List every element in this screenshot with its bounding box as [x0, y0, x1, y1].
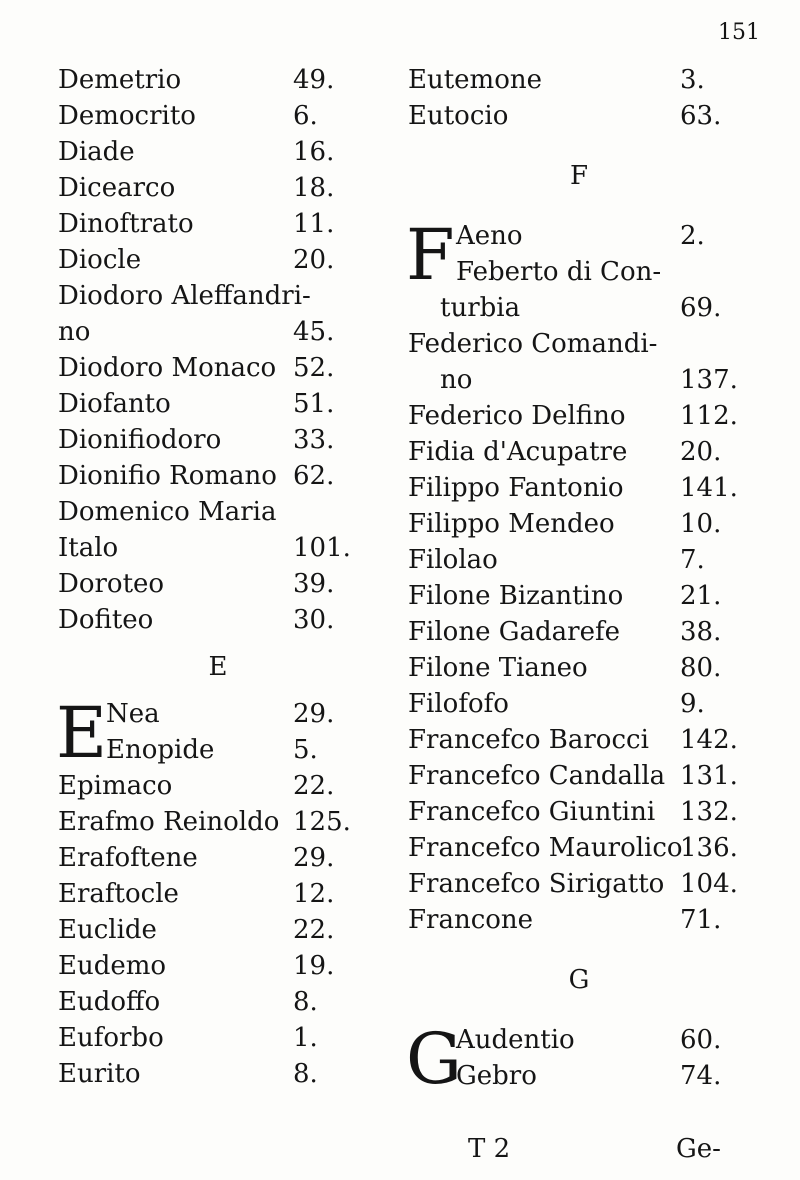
- index-entry: [58, 732, 378, 768]
- entry-name: Francone: [408, 905, 534, 935]
- entry-name: Diade: [58, 137, 135, 167]
- entry-page: 16.: [293, 137, 335, 167]
- entry-page: 22.: [293, 771, 335, 801]
- entry-page: 8.: [293, 987, 318, 1017]
- entry-page: 60.: [680, 1025, 722, 1055]
- entry-page: 30.: [293, 605, 335, 635]
- entry-page: 6.: [293, 101, 318, 131]
- entry-page: 9.: [680, 689, 705, 719]
- section-e-entries: [58, 768, 378, 1092]
- index-entry: [408, 506, 750, 542]
- index-entry: [408, 794, 750, 830]
- index-entry: [408, 1058, 750, 1094]
- index-entry: [58, 206, 378, 242]
- entry-page: 141.: [680, 473, 738, 503]
- entry-page: 38.: [680, 617, 722, 647]
- entry-name: Audentio: [456, 1025, 575, 1055]
- index-column-right: [406, 62, 750, 1100]
- entry-name: Francefco Giuntini: [408, 797, 656, 827]
- index-entry: [58, 876, 378, 912]
- index-entry: [408, 98, 750, 134]
- entry-name: Francefco Barocci: [408, 725, 649, 755]
- entry-page: 7.: [680, 545, 705, 575]
- entry-name: Filone Gadarefe: [408, 617, 620, 647]
- dropcap-block-f: [406, 214, 750, 296]
- entry-name: Federico Comandi-: [408, 329, 658, 359]
- drop-cap-f: F: [406, 214, 455, 296]
- entry-name: Filofofo: [408, 689, 509, 719]
- entry-page: 136.: [680, 833, 738, 863]
- index-entry: [408, 902, 750, 938]
- entry-page: 112.: [680, 401, 738, 431]
- entry-page: 20.: [680, 437, 722, 467]
- entry-page: 39.: [293, 569, 335, 599]
- entry-name: Italo: [58, 533, 119, 563]
- entry-name: Fidia d'Acupatre: [408, 437, 628, 467]
- entry-name: Erafmo Reinoldo: [58, 807, 280, 837]
- entry-name: no: [58, 317, 91, 347]
- entry-page: 52.: [293, 353, 335, 383]
- index-entry: [58, 566, 378, 602]
- entry-name: Democrito: [58, 101, 196, 131]
- index-entry: [408, 290, 750, 326]
- index-entry: [58, 422, 378, 458]
- index-entry: [58, 134, 378, 170]
- index-entry: [58, 1056, 378, 1092]
- index-entry: [58, 948, 378, 984]
- entry-name: Filolao: [408, 545, 498, 575]
- entry-page: 137.: [680, 365, 738, 395]
- entry-name: Eraftocle: [58, 879, 179, 909]
- index-entry: [58, 314, 378, 350]
- index-entry: [408, 830, 750, 866]
- index-entry: [58, 350, 378, 386]
- entry-page: 22.: [293, 915, 335, 945]
- index-entry: [58, 696, 378, 732]
- index-entry: [58, 98, 378, 134]
- entry-page: 63.: [680, 101, 722, 131]
- section-d-entries: [58, 62, 378, 638]
- entry-name: Diocle: [58, 245, 142, 275]
- entry-name: Diodoro Monaco: [58, 353, 277, 383]
- entry-name: Eutocio: [408, 101, 509, 131]
- entry-name: Nea: [106, 699, 160, 729]
- dropcap-block-e: [56, 692, 378, 774]
- entry-name: Demetrio: [58, 65, 182, 95]
- entry-page: 69.: [680, 293, 722, 323]
- entry-page: 33.: [293, 425, 335, 455]
- entry-name: Filone Tianeo: [408, 653, 588, 683]
- index-entry: [408, 578, 750, 614]
- entry-name: Filippo Fantonio: [408, 473, 624, 503]
- index-entry: [408, 614, 750, 650]
- entry-page: 29.: [293, 699, 335, 729]
- index-entry: [408, 362, 750, 398]
- entry-name: Domenico Maria: [58, 497, 277, 527]
- index-entry: [58, 170, 378, 206]
- index-entry: [58, 386, 378, 422]
- index-entry: [58, 458, 378, 494]
- catchword: Ge-: [676, 1134, 721, 1164]
- index-entry: [58, 984, 378, 1020]
- entry-page: 5.: [293, 735, 318, 765]
- index-entry: [58, 278, 378, 314]
- entry-name: Dofiteo: [58, 605, 154, 635]
- entry-name: Doroteo: [58, 569, 165, 599]
- entry-page: 131.: [680, 761, 738, 791]
- entry-name: Filippo Mendeo: [408, 509, 615, 539]
- entry-name: Dionifio Romano: [58, 461, 277, 491]
- entry-name: Diodoro Aleffandri-: [58, 281, 311, 311]
- entry-page: 29.: [293, 843, 335, 873]
- entry-name: Dinoftrato: [58, 209, 194, 239]
- index-entry: [408, 542, 750, 578]
- section-heading-f: F: [569, 161, 589, 191]
- index-entry: [408, 686, 750, 722]
- entry-name: Enopide: [106, 735, 215, 765]
- entry-name: Eutemone: [408, 65, 542, 95]
- index-entry: [58, 62, 378, 98]
- index-entry: [58, 840, 378, 876]
- entry-name: Francefco Candalla: [408, 761, 666, 791]
- entry-name: Euforbo: [58, 1023, 164, 1053]
- entry-page: 20.: [293, 245, 335, 275]
- entry-name: Dicearco: [58, 173, 176, 203]
- entry-page: 71.: [680, 905, 722, 935]
- entry-page: 49.: [293, 65, 335, 95]
- index-entry: [408, 722, 750, 758]
- entry-page: 18.: [293, 173, 335, 203]
- entry-name: Francefco Maurolico: [408, 833, 683, 863]
- printer-signature-mark: T 2: [468, 1134, 511, 1164]
- index-entry: [408, 1022, 750, 1058]
- entry-page: 125.: [293, 807, 351, 837]
- entry-page: 8.: [293, 1059, 318, 1089]
- section-f-entries: [408, 290, 750, 938]
- entry-page: 1.: [293, 1023, 318, 1053]
- index-entry: [408, 758, 750, 794]
- index-entry: [408, 866, 750, 902]
- entry-name: Eudemo: [58, 951, 167, 981]
- section-heading-g: G: [568, 965, 590, 995]
- dropcap-block-g: [406, 1018, 750, 1100]
- index-entry: [408, 254, 750, 290]
- index-entry: [58, 768, 378, 804]
- entry-name: Diofanto: [58, 389, 171, 419]
- entry-name: Filone Bizantino: [408, 581, 624, 611]
- section-heading-e: E: [208, 652, 228, 682]
- entry-page: 2.: [680, 221, 705, 251]
- index-entry: [408, 398, 750, 434]
- drop-cap-e: E: [56, 692, 108, 774]
- index-entry: [58, 494, 378, 530]
- entry-page: 12.: [293, 879, 335, 909]
- entry-name: Eurito: [58, 1059, 141, 1089]
- entry-page: 62.: [293, 461, 335, 491]
- entry-page: 11.: [293, 209, 335, 239]
- entry-page: 80.: [680, 653, 722, 683]
- index-entry: [58, 1020, 378, 1056]
- entry-page: 51.: [293, 389, 335, 419]
- index-entry: [58, 602, 378, 638]
- entry-name: Dionifiodoro: [58, 425, 222, 455]
- entry-name: Federico Delfino: [408, 401, 626, 431]
- entry-name: Euclide: [58, 915, 157, 945]
- entry-name: Gebro: [456, 1061, 537, 1091]
- entry-name: Epimaco: [58, 771, 173, 801]
- index-column-left: [58, 62, 378, 1092]
- entry-page: 74.: [680, 1061, 722, 1091]
- entry-name: Erafoftene: [58, 843, 198, 873]
- index-entry: [408, 218, 750, 254]
- index-entry: [408, 650, 750, 686]
- entry-page: 132.: [680, 797, 738, 827]
- entry-page: 10.: [680, 509, 722, 539]
- entry-page: 19.: [293, 951, 335, 981]
- index-entry: [408, 62, 750, 98]
- entry-page: 3.: [680, 65, 705, 95]
- index-entry: [408, 434, 750, 470]
- entry-name: Eudoffo: [58, 987, 161, 1017]
- page-number: 151: [718, 20, 760, 45]
- entry-page: 104.: [680, 869, 738, 899]
- entry-page: 45.: [293, 317, 335, 347]
- entry-name: turbia: [440, 293, 521, 323]
- entry-page: 101.: [293, 533, 351, 563]
- entry-name: Francefco Sirigatto: [408, 869, 665, 899]
- section-e-continued-entries: [408, 62, 750, 134]
- drop-cap-g: G: [406, 1018, 462, 1100]
- index-entry: [408, 470, 750, 506]
- index-entry: [58, 530, 378, 566]
- entry-name: Aeno: [456, 221, 523, 251]
- entry-name: Feberto di Con-: [456, 257, 662, 287]
- entry-page: 142.: [680, 725, 738, 755]
- index-entry: [58, 912, 378, 948]
- index-entry: [58, 242, 378, 278]
- entry-page: 21.: [680, 581, 722, 611]
- entry-name: no: [440, 365, 473, 395]
- index-entry: [58, 804, 378, 840]
- index-entry: [408, 326, 750, 362]
